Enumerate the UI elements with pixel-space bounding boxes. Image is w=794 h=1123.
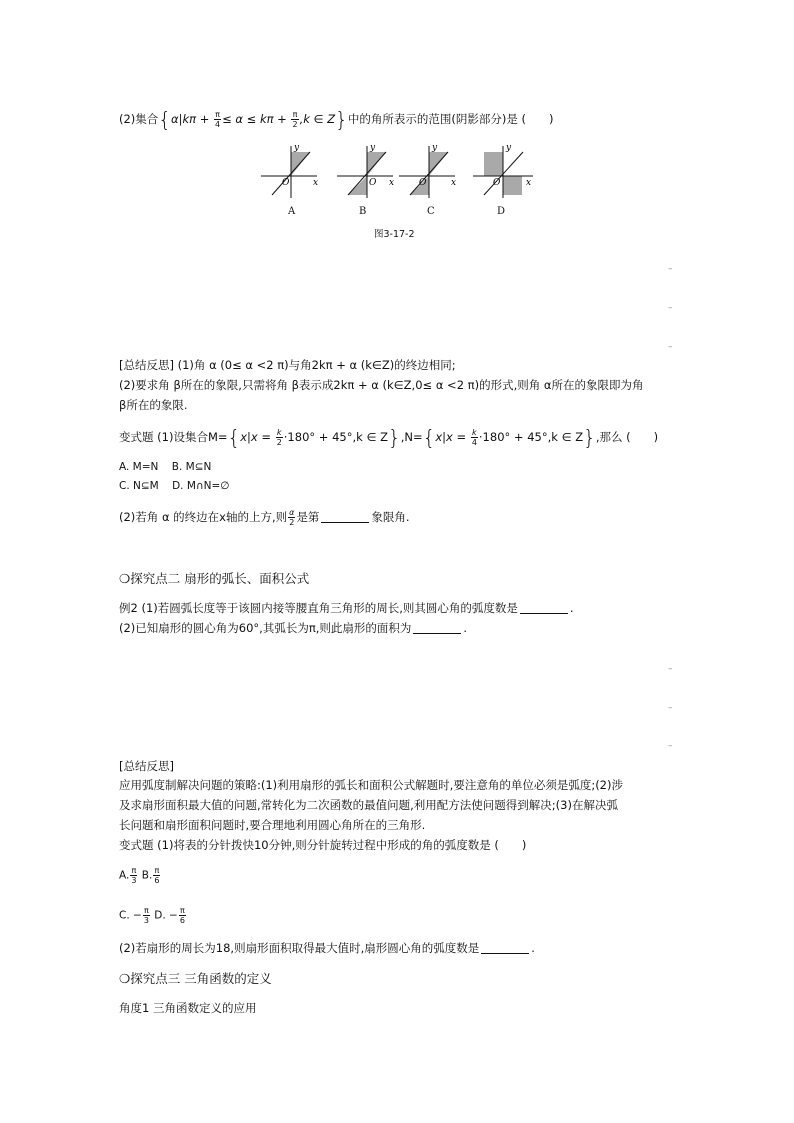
origin-label: O — [369, 178, 377, 188]
brace-right: } — [335, 107, 348, 132]
summary2-line1: 应用弧度制解决问题的策略:(1)利用扇形的弧长和面积公式解题时,要注意角的单位必须是弧度;(2)涉 — [119, 778, 623, 792]
brace-left: { — [227, 425, 241, 450]
axis-x-label: x — [389, 178, 395, 188]
shade-region — [503, 176, 522, 195]
summary1-line1: [总结反思] (1)角 α (0≤ α <2 π)与角2kπ + α (k∈Z)的终边相同; — [119, 358, 456, 372]
option-d: D. M∩N=∅ — [172, 480, 230, 492]
axis-y-label: y — [432, 143, 438, 153]
frac-num: π — [179, 906, 185, 915]
answer-blank[interactable] — [321, 510, 369, 523]
axis-x-label: x — [526, 178, 532, 188]
variant1-q2-pre: (2)若角 α 的终边在x轴的上方,则 — [119, 510, 288, 524]
axis-y-label: y — [294, 143, 300, 153]
option-c-diagram — [399, 143, 456, 198]
set-n-label: ,N= — [400, 430, 423, 444]
bullet-icon: ❍ — [119, 571, 131, 586]
frac-den: 4 — [471, 438, 477, 447]
option-label-d: D — [497, 206, 506, 217]
margin-mark: – — [668, 741, 673, 751]
answer-blank[interactable] — [520, 601, 568, 614]
option-b: B. M⊆N — [171, 461, 212, 473]
option-label-a: A — [288, 206, 296, 217]
answer-blank[interactable] — [413, 621, 461, 634]
set-m-frac — [276, 428, 283, 447]
variant1-suffix: ,那么 ( ) — [595, 430, 659, 444]
set-m-left: x|x = — [240, 430, 275, 444]
frac-num: π — [131, 866, 137, 875]
frac-num: k — [472, 428, 477, 437]
q2-prefix: (2)集合 — [119, 112, 159, 126]
margin-mark: – — [668, 264, 673, 274]
section3-heading — [119, 969, 272, 987]
variant1-q2-mid: 是第 — [296, 510, 320, 524]
section2-heading — [119, 569, 309, 587]
margin-mark: – — [668, 303, 673, 313]
option-d-diagram — [473, 143, 533, 198]
variant1-options-row1 — [119, 459, 211, 475]
variant1-options-row2 — [119, 478, 229, 494]
summary1-line2: (2)要求角 β所在的象限,只需将角 β表示成2kπ + α (k∈Z,0≤ α <2 π)的形式,则角 α所在的象限即为角 — [119, 378, 644, 392]
option-label-b: B — [359, 206, 367, 217]
axis-y-label: y — [370, 143, 376, 153]
option-a-diagram — [261, 143, 318, 198]
brace-left: { — [422, 425, 436, 450]
margin-mark: – — [668, 703, 673, 713]
brace-left: { — [158, 107, 172, 132]
option-d-label: D. − — [154, 909, 178, 922]
bullet-icon: ❍ — [119, 971, 131, 986]
option-d-frac — [179, 906, 186, 925]
section2-title: 探究点二 扇形的弧长、面积公式 — [130, 571, 310, 586]
example2-line1 — [119, 600, 574, 616]
frac-den: 6 — [154, 876, 160, 885]
brace-right: } — [583, 425, 596, 450]
section3-title: 探究点三 三角函数的定义 — [130, 971, 272, 986]
q2-frac-1 — [214, 110, 221, 129]
frac-den: 4 — [215, 120, 221, 129]
frac-num: π — [215, 110, 220, 119]
frac-num: α — [289, 508, 295, 517]
frac-num: π — [154, 866, 160, 875]
margin-mark: – — [668, 664, 673, 674]
set-n-left: x|x = — [435, 430, 470, 444]
brace-right: } — [388, 425, 401, 450]
option-b-frac — [153, 866, 160, 885]
origin-label: O — [282, 178, 290, 188]
set-m-right: ·180° + 45°,k ∈ Z — [283, 430, 388, 444]
angle-range-figure — [255, 138, 545, 210]
variant2-q2: (2)若扇形的周长为18,则扇形面积取得最大值时,扇形圆心角的弧度数是 — [119, 941, 480, 955]
option-label-c: C — [427, 206, 435, 217]
axis-x-label: x — [451, 178, 457, 188]
option-c: C. N⊆M — [119, 480, 159, 492]
option-a: A. M=N — [119, 461, 159, 473]
frac-den: 3 — [143, 916, 149, 925]
example2-text1: 例2 (1)若圆弧长度等于该圆内接等腰直角三角形的周长,则其圆心角的弧度数是 — [119, 601, 518, 615]
q2-suffix: 中的角所表示的范围(阴影部分)是 ( ) — [347, 112, 554, 126]
frac-num: π — [292, 110, 298, 119]
period: . — [531, 941, 535, 955]
option-c-frac — [143, 906, 150, 925]
axis-y-label: y — [506, 143, 512, 153]
origin-label: O — [419, 178, 427, 188]
variant2-options-row2 — [119, 906, 187, 925]
angle1-heading: 角度1 三角函数定义的应用 — [119, 1001, 257, 1015]
q2-frac-2 — [291, 110, 298, 129]
question-2-line — [119, 107, 554, 132]
origin-label: O — [493, 178, 501, 188]
axis-x-label: x — [313, 178, 319, 188]
set-n-right: ·180° + 45°,k ∈ Z — [478, 430, 584, 444]
example2-line2 — [119, 620, 467, 636]
example2-text2: (2)已知扇形的圆心角为60°,其弧长为π,则此扇形的面积为 — [119, 621, 412, 635]
variant2-options-row1 — [119, 866, 161, 885]
frac-num: π — [143, 906, 149, 915]
margin-mark: – — [668, 342, 673, 352]
shade-region — [484, 152, 503, 176]
option-c-label: C. − — [119, 909, 142, 922]
frac-den: 2 — [292, 120, 298, 129]
period: . — [463, 621, 468, 635]
frac-den: 3 — [131, 876, 137, 885]
variant1-q2-line — [119, 508, 410, 527]
variant1-prefix: 变式题 (1)设集合M= — [119, 430, 228, 444]
period: . — [569, 601, 574, 615]
summary2-title: [总结反思] — [119, 759, 174, 773]
summary1-line3: β所在的象限. — [119, 398, 188, 412]
option-a-frac — [130, 866, 137, 885]
answer-blank[interactable] — [481, 941, 529, 954]
frac-den: 2 — [276, 438, 282, 447]
alpha-half-frac — [288, 508, 295, 527]
option-a-label: A. — [119, 869, 130, 882]
variant2-q2-line — [119, 940, 535, 956]
q2-set-var: α|kπ + — [171, 112, 214, 126]
frac-num: k — [276, 428, 282, 437]
frac-den: 6 — [179, 916, 185, 925]
figure-caption: 图3-17-2 — [374, 229, 415, 240]
summary2-line2: 及求扇形面积最大值的问题,常转化为二次函数的最值问题,利用配方法使问题得到解决;(3)在解决弧 — [119, 798, 618, 812]
variant1-set-line — [119, 425, 659, 450]
option-b-label: B. — [141, 869, 153, 882]
q2-middle: ≤ α ≤ kπ + — [222, 112, 291, 126]
set-n-frac — [471, 428, 478, 447]
q2-tail-set: ,k ∈ Z — [299, 112, 336, 126]
variant1-q2-post: 象限角. — [371, 510, 410, 524]
variant2-q1: 变式题 (1)将表的分针拨快10分钟,则分针旋转过程中形成的角的弧度数是 ( ) — [119, 838, 527, 852]
option-b-diagram — [337, 143, 394, 198]
frac-den: 2 — [289, 518, 295, 527]
summary2-line3: 长问题和扇形面积问题时,要合理地利用圆心角所在的三角形. — [119, 818, 426, 832]
